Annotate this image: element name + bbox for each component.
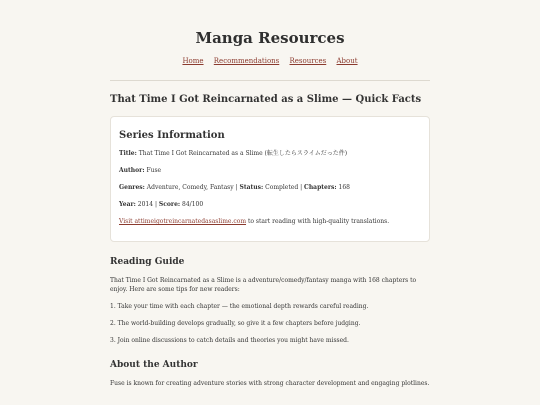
chapters-label: Chapters: xyxy=(304,184,337,191)
page-container xyxy=(110,0,430,388)
separator: | xyxy=(235,184,238,191)
series-author-line xyxy=(119,167,421,175)
chapters-value: 168 xyxy=(338,184,350,191)
author-label: Author: xyxy=(119,167,145,174)
series-year-line xyxy=(119,201,421,209)
reading-guide-heading: Reading Guide xyxy=(110,257,185,267)
page-heading: That Time I Got Reincarnated as a Slime — Quick Facts xyxy=(110,94,422,105)
nav-recommendations[interactable]: Recommendations xyxy=(213,57,280,65)
series-title-line xyxy=(119,150,421,158)
score-label: Score: xyxy=(158,201,181,208)
genres-value: Adventure, Comedy, Fantasy xyxy=(146,184,234,191)
status-label: Status: xyxy=(239,184,264,191)
year-label: Year: xyxy=(119,201,136,208)
about-author-heading: About the Author xyxy=(110,360,198,370)
title-value: That Time I Got Reincarnated as a Slime (転生したらスライムだった件) xyxy=(138,150,348,157)
author-value: Fuse xyxy=(146,167,162,174)
series-genres-line xyxy=(119,184,421,192)
separator: | xyxy=(154,201,157,208)
site-title: Manga Resources xyxy=(195,29,345,47)
main-nav xyxy=(110,56,430,66)
series-info-card xyxy=(110,116,430,242)
title-label: Title: xyxy=(119,150,137,157)
visit-suffix: to start reading with high-quality translations. xyxy=(246,218,390,225)
visit-site-link[interactable]: Visit attimeigotreincarnatedasaslime.com xyxy=(119,218,247,225)
reading-guide-intro: That Time I Got Reincarnated as a Slime is a adventure/comedy/fantasy manga with 168 chapters to enjoy. Here are some tips for new readers: xyxy=(110,277,417,293)
nav-about[interactable]: About xyxy=(336,57,358,65)
nav-resources[interactable]: Resources xyxy=(289,57,327,65)
reading-tip-1: 1. Take your time with each chapter — the emotional depth rewards careful reading. xyxy=(110,303,369,310)
genres-label: Genres: xyxy=(119,184,145,191)
visit-line xyxy=(119,218,421,226)
status-value: Completed xyxy=(265,184,299,191)
reading-tip-3: 3. Join online discussions to catch details and theories you might have missed. xyxy=(110,337,349,344)
reading-tip-2: 2. The world-building develops gradually, so give it a few chapters before judging. xyxy=(110,320,361,327)
score-value: 84/100 xyxy=(182,201,204,208)
series-info-heading: Series Information xyxy=(119,130,225,141)
about-author-text: Fuse is known for creating adventure stories with strong character development and engaging plotlines. xyxy=(110,380,430,387)
header-divider xyxy=(110,80,430,81)
nav-home[interactable]: Home xyxy=(182,57,204,65)
separator: | xyxy=(300,184,303,191)
year-value: 2014 xyxy=(137,201,154,208)
